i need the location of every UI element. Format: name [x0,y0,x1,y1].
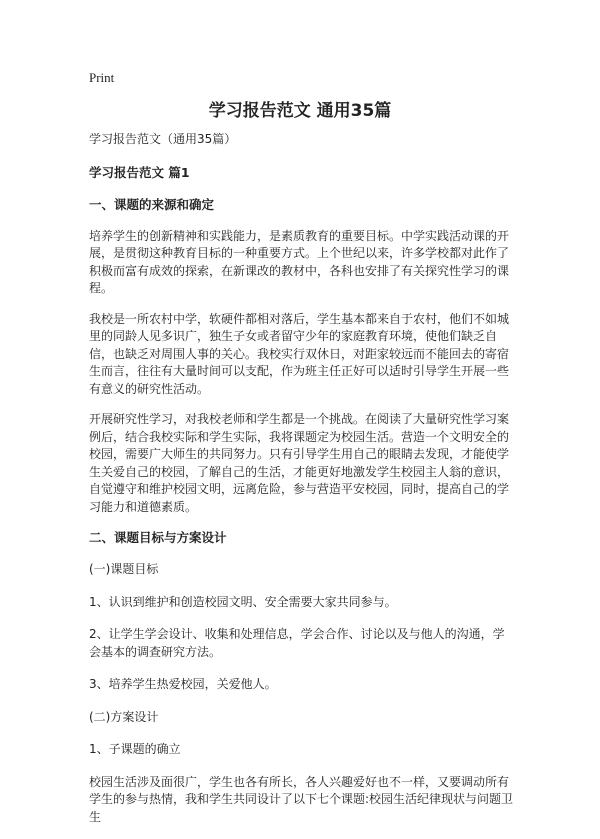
plan-heading: (二)方案设计 [89,709,159,724]
goal-item: 1、认识到维护和创造校园文明、安全需要大家共同参与。 [89,594,397,609]
paragraph: 校园生活涉及面很广，学生也各有所长，各人兴趣爱好也不一样，又要调动所有学生的参与热情，我和学生共同设计了以下七个课题:校园生活纪律现状与问题卫生 [89,774,514,824]
paragraph: 我校是一所农村中学，软硬件都相对落后，学生基本都来自于农村，他们不如城里的同龄人见多识广，独生子女或者留守少年的家庭教育环境，使他们缺乏自信，也缺乏对周围人事的关心。我校实行双休日，对距家较远而不能回去的寄宿生而言，往往有大量时间可以支配，作为班主任正好可以适时引导学生开展一些有意义的研究性活动。 [89,311,510,396]
article-heading: 学习报告范文 篇1 [89,164,190,180]
document-body [89,131,514,839]
page-title: 学习报告范文 通用35篇 [208,101,392,121]
goal-item: 3、培养学生热爱校园，关爱他人。 [89,677,277,691]
goal-item: 2、让学生学会设计、收集和处理信息，学会合作、讨论以及与他人的沟通，学会基本的调查研究方法。 [89,627,505,659]
paragraph: 开展研究性学习，对我校老师和学生都是一个挑战。在阅读了大量研究性学习案例后，结合我校实际和学生实际，我将课题定为校园生活。营造一个文明安全的校园，需要广大师生的共同努力。只有引导学生用自己的眼睛去发现，才能使学生关爱自己的校园，了解自己的生活，才能更好地激发学生校园主人翁的意识，自觉遵守和维护校园文明，远离危险，参与营造平安校园，同时，提高自己的学习能力和道德素质。 [89,412,510,514]
section-heading-2: 二、课题目标与方案设计 [89,530,227,545]
paragraph: 培养学生的创新精神和实践能力，是素质教育的重要目标。中学实践活动课的开展，是贯彻这种教育目标的一种重要方式。上个世纪以来，许多学校都对此作了积极而富有成效的探索，在新课改的教材中，各科也安排了有关探究性学习的课程。 [89,228,510,295]
goals-heading: (一)课题目标 [89,562,159,576]
document-subtitle: 学习报告范文（通用35篇） [89,132,237,146]
section-heading-1: 一、课题的来源和确定 [89,196,215,212]
plan-sub-heading: 1、子课题的确立 [89,742,181,756]
print-link[interactable]: Print [89,70,115,85]
